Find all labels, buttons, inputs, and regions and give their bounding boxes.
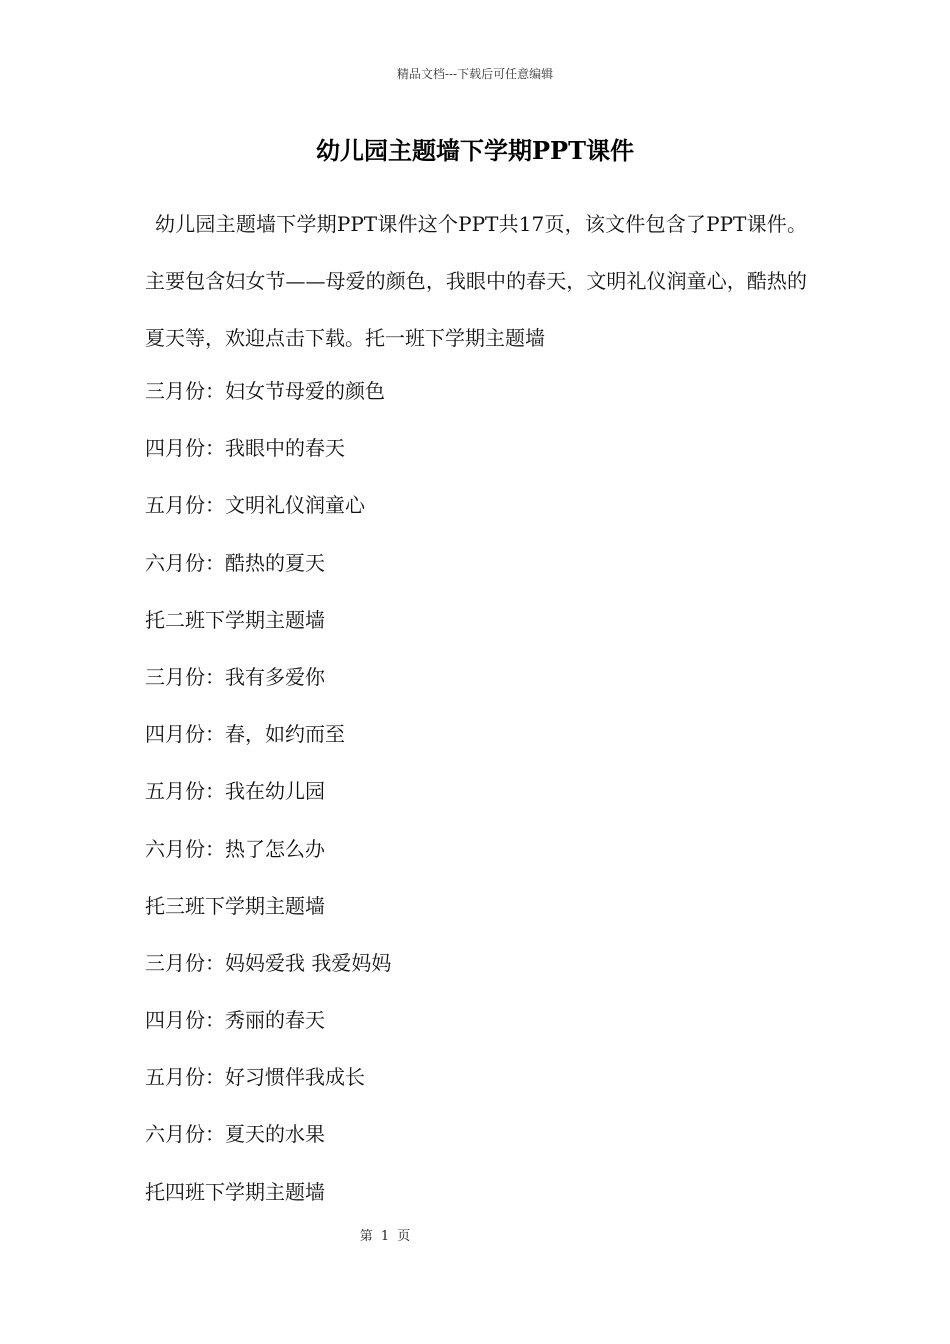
content-line: 三月份：我有多爱你 (145, 664, 325, 689)
content-line: 三月份：妈妈爱我 我爱妈妈 (145, 950, 392, 975)
content-line: 六月份：酷热的夏天 (145, 550, 325, 575)
content-lines (145, 363, 807, 1221)
content-line: 六月份：热了怎么办 (145, 836, 325, 861)
content-line: 五月份：好习惯伴我成长 (145, 1065, 365, 1090)
content-line: 五月份：我在幼儿园 (145, 779, 325, 804)
content-line: 托四班下学期主题墙 (145, 1179, 325, 1204)
content-line: 五月份：文明礼仪润童心 (145, 493, 365, 518)
content-line: 四月份：我眼中的春天 (145, 436, 345, 461)
content-line: 四月份：秀丽的春天 (145, 1008, 325, 1033)
content-line: 四月份：春，如约而至 (145, 722, 345, 747)
page-number: 第 1 页 (359, 1229, 411, 1244)
content-line: 六月份：夏天的水果 (145, 1122, 325, 1147)
intro-paragraph: 幼儿园主题墙下学期PPT课件这个PPT共17页，该文件包含了PPT课件。主要包含妇女节——母爱的颜色，我眼中的春天，文明礼仪润童心，酷热的夏天等，欢迎点击下载。托一班下学期主题墙 (145, 212, 807, 350)
document-title: 幼儿园主题墙下学期PPT课件 (316, 136, 634, 165)
content-line: 三月份：妇女节母爱的颜色 (145, 379, 385, 403)
content-line: 托二班下学期主题墙 (145, 607, 325, 632)
content-line: 托三班下学期主题墙 (145, 893, 325, 918)
page-header: 精品文档---下载后可任意编辑 (396, 67, 554, 81)
